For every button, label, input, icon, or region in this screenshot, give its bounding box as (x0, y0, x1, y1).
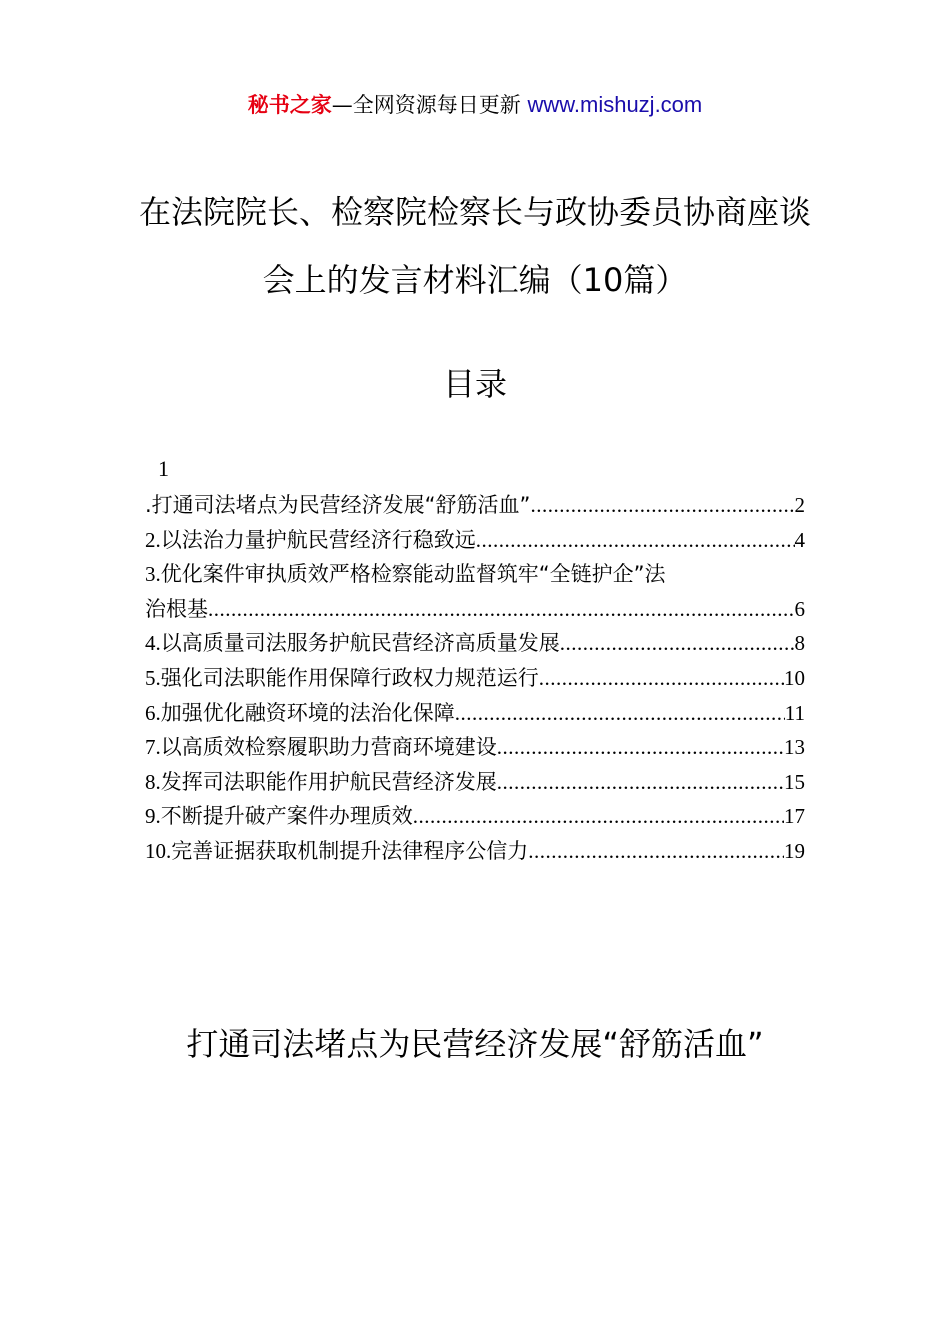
toc-entry-title: 以高质效检察履职助力营商环境建设 (160, 735, 497, 760)
toc-entry[interactable] (145, 661, 805, 696)
toc-entry[interactable] (145, 523, 805, 558)
toc-leader-dots (560, 626, 795, 661)
toc-entry-page: 8 (794, 631, 805, 656)
article-title: 打通司法堵点为民营经济发展“舒筋活血” (186, 1025, 764, 1063)
toc-leader-dots (539, 661, 784, 696)
toc-leader-dots (497, 730, 784, 765)
document-title: 在法院院长、检察院检察长与政协委员协商座谈会上的发言材料汇编（10篇） (138, 193, 811, 299)
toc-entry-title: 完善证据获取机制提升法律程序公信力 (171, 838, 529, 863)
toc-entry-title-line2: 治根基 (145, 596, 208, 621)
toc-entry-number: 4. (145, 631, 161, 656)
toc-entry-title: 以法治力量护航民营经济行稳致远 (160, 527, 476, 552)
toc-entry-number: 5. (145, 665, 161, 690)
toc-entry[interactable] (145, 557, 805, 626)
toc-entry[interactable] (145, 834, 805, 869)
toc-entry-page: 11 (784, 700, 805, 725)
toc-entry[interactable] (145, 696, 805, 731)
toc-entry-title: .打通司法堵点为民营经济发展“舒筋活血” (145, 493, 531, 517)
toc-entry-title: 以高质量司法服务护航民营经济高质量发展 (160, 631, 560, 656)
toc-leader-dots (497, 765, 784, 800)
toc-entry[interactable] (145, 730, 805, 765)
toc-entry-number: 2. (145, 527, 161, 552)
toc-entry[interactable] (145, 488, 805, 523)
toc-leader-dots (208, 592, 795, 627)
toc-entry-page: 19 (784, 838, 805, 863)
toc-entry-page: 13 (784, 735, 805, 760)
toc-entry-page: 4 (794, 527, 805, 552)
toc-entry-number: 10. (145, 838, 172, 863)
site-header (0, 88, 950, 122)
toc-entry[interactable] (145, 765, 805, 800)
toc-leader-dots (530, 488, 794, 523)
toc-entry-page: 6 (794, 596, 805, 621)
site-url[interactable]: www.mishuzj.com (527, 92, 703, 117)
toc-entry-number: 7. (145, 735, 161, 760)
toc-entry[interactable] (145, 799, 805, 834)
toc-entry-title: 不断提升破产案件办理质效 (160, 804, 413, 829)
toc-leader-dots (476, 523, 795, 558)
header-tagline: —全网资源每日更新 (331, 93, 528, 117)
toc-entry-number: 3. (145, 562, 161, 587)
table-of-contents (145, 488, 805, 869)
toc-entry-page: 10 (784, 665, 805, 690)
toc-entry-page: 2 (794, 493, 805, 517)
toc-entry-page: 17 (784, 804, 805, 829)
brand-name: 秘书之家 (247, 93, 332, 117)
toc-entry-number: 8. (145, 769, 161, 794)
toc-leader-dots (528, 834, 784, 869)
toc-entry-number: 9. (145, 804, 161, 829)
toc-entry-title-line1: 优化案件审执质效严格检察能动监督筑牢“全链护企”法 (160, 562, 666, 587)
toc-heading: 目录 (442, 365, 507, 403)
toc-entry-number: 6. (145, 700, 161, 725)
toc-leader-dots (413, 799, 784, 834)
toc-entry-title: 加强优化融资环境的法治化保障 (160, 700, 455, 725)
toc-entry-title: 强化司法职能作用保障行政权力规范运行 (160, 665, 539, 690)
toc-entry[interactable] (145, 626, 805, 661)
toc-entry-title: 发挥司法职能作用护航民营经济发展 (160, 769, 497, 794)
toc-leader-dots (455, 696, 785, 731)
toc-stray-number: 1 (158, 456, 169, 481)
toc-entry-page: 15 (784, 769, 805, 794)
